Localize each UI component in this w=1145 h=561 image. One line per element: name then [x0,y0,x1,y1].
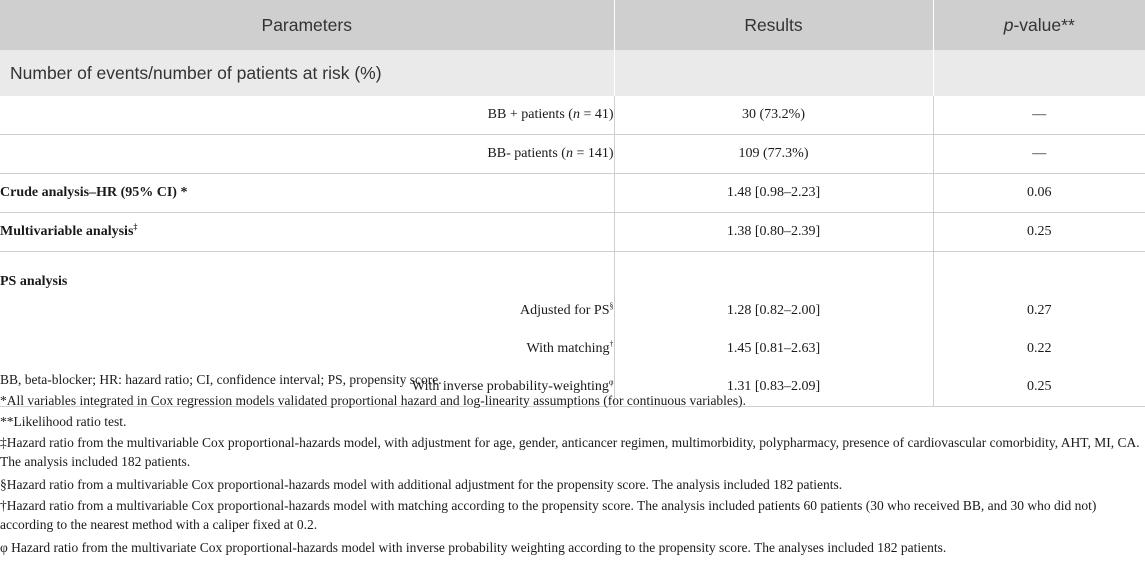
ps-label: PS analysis [0,274,68,289]
header-row [0,0,1145,50]
bb-plus-result: 30 (73.2%) [614,96,933,135]
ps-matching-sup: † [609,339,614,349]
bb-plus-label [0,96,614,135]
crude-label: Crude analysis–HR (95% CI) * [0,174,614,213]
ps-matching-text: With matching [526,341,610,356]
multi-result: 1.38 [0.80–2.39] [614,213,933,252]
bb-plus-p: — [933,96,1145,135]
ps-adjusted-text: Adjusted for PS [520,303,610,318]
ps-weighting-text: With inverse probability-weighting [411,379,609,394]
crude-p: 0.06 [933,174,1145,213]
footnote-double-star: **Likelihood ratio test. [0,414,127,429]
crude-result: 1.48 [0.98–2.23] [614,174,933,213]
ps-empty-result [614,252,933,293]
ps-empty-p [933,252,1145,293]
header-results: Results [614,0,933,50]
multi-label [0,213,614,252]
ps-adjusted-label [0,292,614,330]
footnote-section: §Hazard ratio from a multivariable Cox proportional-hazards model with additional adjustment for the propensity score. The analysis included 182 patients. [0,477,843,492]
footnote-star: *All variables integrated in Cox regression models validated proportional hazard and log-linearity assumptions (for continuous variables). [0,393,747,408]
ps-weighting-p: 0.25 [933,368,1145,407]
row-crude [0,174,1145,213]
section-row [0,50,1145,96]
section-empty-results [614,50,933,96]
footnote-double-dagger: ‡Hazard ratio from the multivariable Cox proportional-hazards model, with adjustment for age, gender, anticancer regimen, multimorbidity, polypharmacy, presence of cardiovascular comorbidity, AHT, MI, CA. The analysis included 182 patients. [0,435,1140,469]
ps-matching-p: 0.22 [933,330,1145,368]
section-label: Number of events/number of patients at risk (%) [0,50,614,96]
multi-p: 0.25 [933,213,1145,252]
bb-plus-pre: BB + patients ( [487,107,573,122]
bb-minus-post: = 141) [572,146,614,161]
footnotes [0,370,1140,561]
ps-adjusted-p: 0.27 [933,292,1145,330]
header-p-value [933,0,1145,50]
ps-matching-result: 1.45 [0.81–2.63] [614,330,933,368]
bb-minus-pre: BB- patients ( [487,146,566,161]
footnote-abbreviations: BB, beta-blocker; HR: hazard ratio; CI, confidence interval; PS, propensity score. [0,372,442,387]
row-ps-adjusted [0,292,1145,330]
row-multivariable [0,213,1145,252]
bb-minus-label [0,135,614,174]
row-ps-matching [0,330,1145,368]
multi-label-text: Multivariable analysis [0,224,134,239]
ps-weighting-result: 1.31 [0.83–2.09] [614,368,933,407]
row-ps-heading [0,252,1145,293]
footnote-phi: φ Hazard ratio from the multivariate Cox proportional-hazards model with inverse probability weighting according to the propensity score. The analyses included 182 patients. [0,540,947,555]
row-bb-minus [0,135,1145,174]
section-empty-p [933,50,1145,96]
bb-plus-n: n [572,107,580,122]
bb-plus-post: = 41) [579,107,614,122]
row-bb-plus [0,96,1145,135]
header-parameters: Parameters [0,0,614,50]
ps-adjusted-result: 1.28 [0.82–2.00] [614,292,933,330]
bb-minus-n: n [565,146,573,161]
ps-matching-label [0,330,614,368]
p-value-suffix: -value** [1013,14,1075,35]
footnote-dagger: †Hazard ratio from a multivariable Cox proportional-hazards model with matching according to the propensity score. The analysis included patients 60 patients (30 who received BB, and 30 who did not) according to the nearest method with a caliper fixed at 0.2. [0,498,1097,532]
ps-weighting-sup: φ [608,377,614,387]
multi-sup: ‡ [133,222,138,232]
bb-minus-result: 109 (77.3%) [614,135,933,174]
bb-minus-p: — [933,135,1145,174]
ps-adjusted-sup: § [609,301,614,311]
p-letter: p [1003,14,1014,35]
